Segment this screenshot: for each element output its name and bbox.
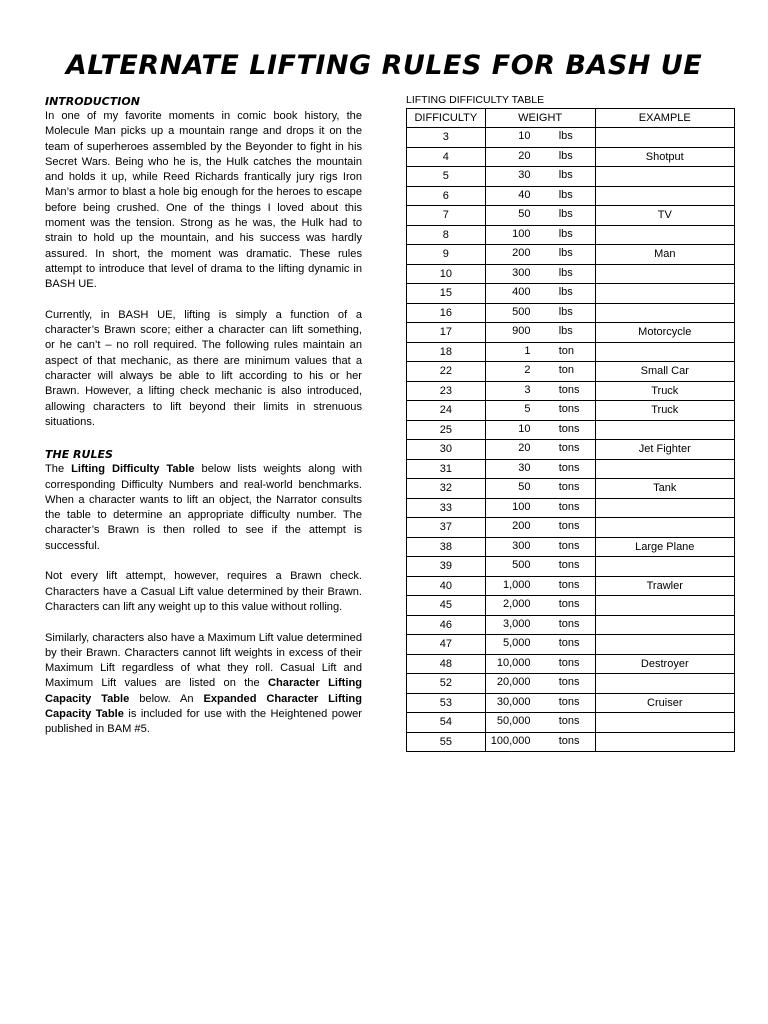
table-row [407,303,735,323]
example-cell [595,186,734,206]
page-title: ALTERNATE LIFTING RULES FOR BASH UE [65,50,703,81]
table-row [407,713,735,733]
example-cell [595,518,734,538]
difficulty-cell: 47 [407,635,486,655]
table-row [407,498,735,518]
difficulty-cell: 23 [407,381,486,401]
difficulty-cell: 5 [407,167,486,187]
weight-unit: lbs [558,247,573,259]
table-caption: LIFTING DIFFICULTY TABLE [406,94,545,106]
weight-unit: tons [558,461,580,474]
example-cell: Cruiser [595,693,734,713]
weight-unit: tons [558,403,580,415]
example-cell [595,264,734,284]
example-cell: Truck [595,381,734,401]
example-cell: Destroyer [595,654,734,674]
weight-cell [485,323,595,343]
table-row [407,557,735,577]
difficulty-cell: 3 [407,128,486,148]
difficulty-cell: 45 [407,596,486,616]
table-row [407,264,735,284]
table-row [407,381,735,401]
weight-amount: 1 [524,344,531,357]
weight-unit: tons [558,637,580,649]
difficulty-cell: 31 [407,459,486,479]
example-cell [595,557,734,577]
weight-amount: 30,000 [496,695,531,708]
example-cell [595,713,734,733]
example-cell [595,674,734,694]
weight-amount: 20 [518,149,531,162]
weight-unit: lbs [558,149,573,162]
difficulty-cell: 17 [407,323,486,343]
difficulty-cell: 30 [407,440,486,460]
weight-unit: tons [558,539,580,552]
example-cell [595,498,734,518]
difficulty-cell: 4 [407,147,486,167]
weight-amount: 2 [524,364,531,376]
weight-cell [485,381,595,401]
weight-unit: lbs [558,169,573,181]
table-row [407,596,735,616]
table-row [407,440,735,460]
difficulty-cell: 18 [407,342,486,362]
weight-cell [485,284,595,304]
weight-amount: 5,000 [503,637,531,649]
example-cell [595,342,734,362]
table-row [407,362,735,382]
difficulty-cell: 10 [407,264,486,284]
weight-unit: tons [558,520,580,532]
table-row [407,635,735,655]
example-cell: Small Car [595,362,734,382]
weight-amount: 400 [512,286,531,298]
weight-cell [485,557,595,577]
difficulty-cell: 9 [407,245,486,265]
weight-unit: tons [558,422,580,435]
weight-cell [485,498,595,518]
table-row [407,537,735,557]
weight-unit: lbs [558,188,573,201]
weight-cell [485,479,595,499]
weight-cell [485,186,595,206]
weight-unit: tons [558,578,580,591]
weight-unit: tons [558,383,580,396]
table-row [407,576,735,596]
example-cell: Shotput [595,147,734,167]
example-cell: Jet Fighter [595,440,734,460]
difficulty-cell: 6 [407,186,486,206]
difficulty-cell: 52 [407,674,486,694]
example-cell [595,128,734,148]
table-row [407,206,735,226]
example-cell [595,284,734,304]
table-row [407,459,735,479]
weight-unit: ton [558,364,575,376]
header-example: EXAMPLE [595,109,734,128]
difficulty-cell: 7 [407,206,486,226]
weight-unit: lbs [558,266,573,279]
weight-amount: 10,000 [496,656,531,669]
lifting-difficulty-table [406,108,735,752]
weight-amount: 50 [518,208,531,220]
weight-cell [485,420,595,440]
table-row [407,693,735,713]
weight-amount: 200 [512,520,531,532]
table-row [407,732,735,752]
rules-heading: THE RULES [45,448,113,462]
header-difficulty: DIFFICULTY [407,109,486,128]
left-column [45,94,362,738]
example-cell: Tank [595,479,734,499]
weight-amount: 30 [518,169,531,181]
weight-amount: 300 [512,266,531,279]
weight-amount: 2,000 [503,598,531,610]
example-cell: Trawler [595,576,734,596]
difficulty-cell: 54 [407,713,486,733]
table-row [407,225,735,245]
introduction-paragraph-2: Currently, in BASH UE, lifting is simply a function of a character’s Brawn score; either a character can lift something, or he can’t – no roll required. The following rules maintain an aspect of that mechanic, as there are minimum values that a character will always be able to lift according to his or her Brawn. However, a lifting check mechanic is also introduced, allowing characters to lift beyond their limits in strenuous situations. [45,308,362,428]
weight-cell [485,596,595,616]
table-row [407,186,735,206]
weight-unit: lbs [558,208,573,220]
table-row [407,245,735,265]
weight-unit: tons [558,598,580,610]
weight-cell [485,537,595,557]
table-row [407,128,735,148]
header-weight: WEIGHT [485,109,595,128]
weight-cell [485,362,595,382]
weight-cell [485,167,595,187]
weight-amount: 900 [512,325,531,337]
example-cell [595,420,734,440]
weight-amount: 200 [512,247,531,259]
example-cell [595,303,734,323]
rules-paragraph-2: Not every lift attempt, however, requires a Brawn check. Characters have a Casual Lift value determined by their Brawn. Characters can lift any weight up to this value without rolling. [45,570,362,613]
weight-amount: 20,000 [496,676,531,688]
weight-unit: tons [558,676,580,688]
weight-amount: 500 [512,305,531,318]
difficulty-cell: 15 [407,284,486,304]
weight-cell [485,303,595,323]
weight-unit: lbs [558,227,573,240]
weight-unit: tons [558,500,580,513]
difficulty-cell: 46 [407,615,486,635]
table-row [407,518,735,538]
example-cell: Large Plane [595,537,734,557]
example-cell [595,596,734,616]
weight-cell [485,245,595,265]
weight-cell [485,674,595,694]
example-cell: TV [595,206,734,226]
weight-unit: lbs [558,286,573,298]
weight-amount: 3,000 [503,617,531,630]
weight-cell [485,576,595,596]
example-cell [595,459,734,479]
weight-cell [485,440,595,460]
example-cell: Motorcycle [595,323,734,343]
table-row [407,654,735,674]
difficulty-cell: 40 [407,576,486,596]
weight-cell [485,693,595,713]
weight-cell [485,264,595,284]
weight-amount: 10 [518,130,531,142]
example-cell: Truck [595,401,734,421]
difficulty-cell: 38 [407,537,486,557]
weight-cell [485,713,595,733]
rules-paragraph-1: The Lifting Difficulty Table below lists weights along with corresponding Difficulty Numbers and real-world benchmarks. When a character wants to lift an object, the Narrator consults the table to determine an appropriate difficulty number. The character’s Brawn is then rolled to see if the attempt is successful. [45,463,362,552]
example-cell [595,615,734,635]
weight-unit: tons [558,442,580,454]
weight-amount: 10 [518,422,531,435]
weight-unit: tons [558,559,580,571]
difficulty-cell: 16 [407,303,486,323]
difficulty-cell: 33 [407,498,486,518]
table-row [407,167,735,187]
difficulty-cell: 39 [407,557,486,577]
weight-cell [485,654,595,674]
table-row [407,479,735,499]
weight-unit: tons [558,617,580,630]
weight-amount: 50,000 [496,715,531,727]
table-row [407,420,735,440]
weight-amount: 100 [512,227,531,240]
difficulty-cell: 22 [407,362,486,382]
weight-cell [485,206,595,226]
weight-unit: tons [558,715,580,727]
weight-amount: 50 [518,481,531,493]
table-row [407,674,735,694]
weight-amount: 500 [512,559,531,571]
weight-amount: 3 [524,383,531,396]
example-cell [595,635,734,655]
difficulty-cell: 37 [407,518,486,538]
example-cell [595,167,734,187]
weight-cell [485,342,595,362]
weight-amount: 100 [512,500,531,513]
weight-amount: 5 [524,403,531,415]
weight-amount: 40 [518,188,531,201]
weight-cell [485,128,595,148]
weight-unit: tons [558,656,580,669]
weight-unit: tons [558,734,580,747]
difficulty-cell: 48 [407,654,486,674]
introduction-paragraph-1: In one of my favorite moments in comic book history, the Molecule Man picks up a mountain range and drops it on the team of superheroes assembled by the Beyonder to fight in his Secret Wars. Being who he is, the Hulk catches the mountain and holds it up, while Reed Richards frantically jury rigs Iron Man’s armor to blast a hole big enough for the heroes to escape before being crushed. One of the things I loved about this moment was the tension. Strong as he was, the Hulk had to strain to hold up the mountain, and his success was hardly assured. In short, the moment was dramatic. These rules attempt to introduce that level of drama to the lifting dynamic in BASH UE. [45,110,362,291]
weight-amount: 1,000 [503,578,531,591]
table-row [407,342,735,362]
weight-amount: 300 [512,539,531,552]
introduction-heading: INTRODUCTION [45,95,140,108]
table-header-row [407,109,735,128]
difficulty-cell: 55 [407,732,486,752]
table-row [407,284,735,304]
table-row [407,147,735,167]
weight-cell [485,732,595,752]
weight-cell [485,635,595,655]
difficulty-cell: 24 [407,401,486,421]
weight-unit: lbs [558,305,573,318]
table-row [407,401,735,421]
table-row [407,323,735,343]
weight-amount: 30 [518,461,531,474]
example-cell [595,732,734,752]
example-cell [595,225,734,245]
weight-amount: 20 [518,442,531,454]
table-body [407,128,735,752]
difficulty-cell: 32 [407,479,486,499]
weight-unit: tons [558,481,580,493]
weight-unit: lbs [558,130,573,142]
difficulty-cell: 53 [407,693,486,713]
table-row [407,615,735,635]
weight-unit: ton [558,344,575,357]
rules-paragraph-3: Similarly, characters also have a Maximum Lift value determined by their Brawn. Characters cannot lift weights in excess of their Maximum Lift regardless of what they roll. Casual Lift and Maximum Lift values are listed on the Character Lifting Capacity Table below. An Expanded Character Lifting Capacity Table is included for use with the Heightened power published in BAM #5. [45,631,362,736]
weight-cell [485,518,595,538]
difficulty-cell: 25 [407,420,486,440]
weight-unit: lbs [558,325,573,337]
weight-amount: 100,000 [490,734,531,747]
weight-cell [485,401,595,421]
example-cell: Man [595,245,734,265]
difficulty-cell: 8 [407,225,486,245]
weight-cell [485,459,595,479]
weight-cell [485,147,595,167]
weight-cell [485,615,595,635]
weight-unit: tons [558,695,580,708]
weight-cell [485,225,595,245]
